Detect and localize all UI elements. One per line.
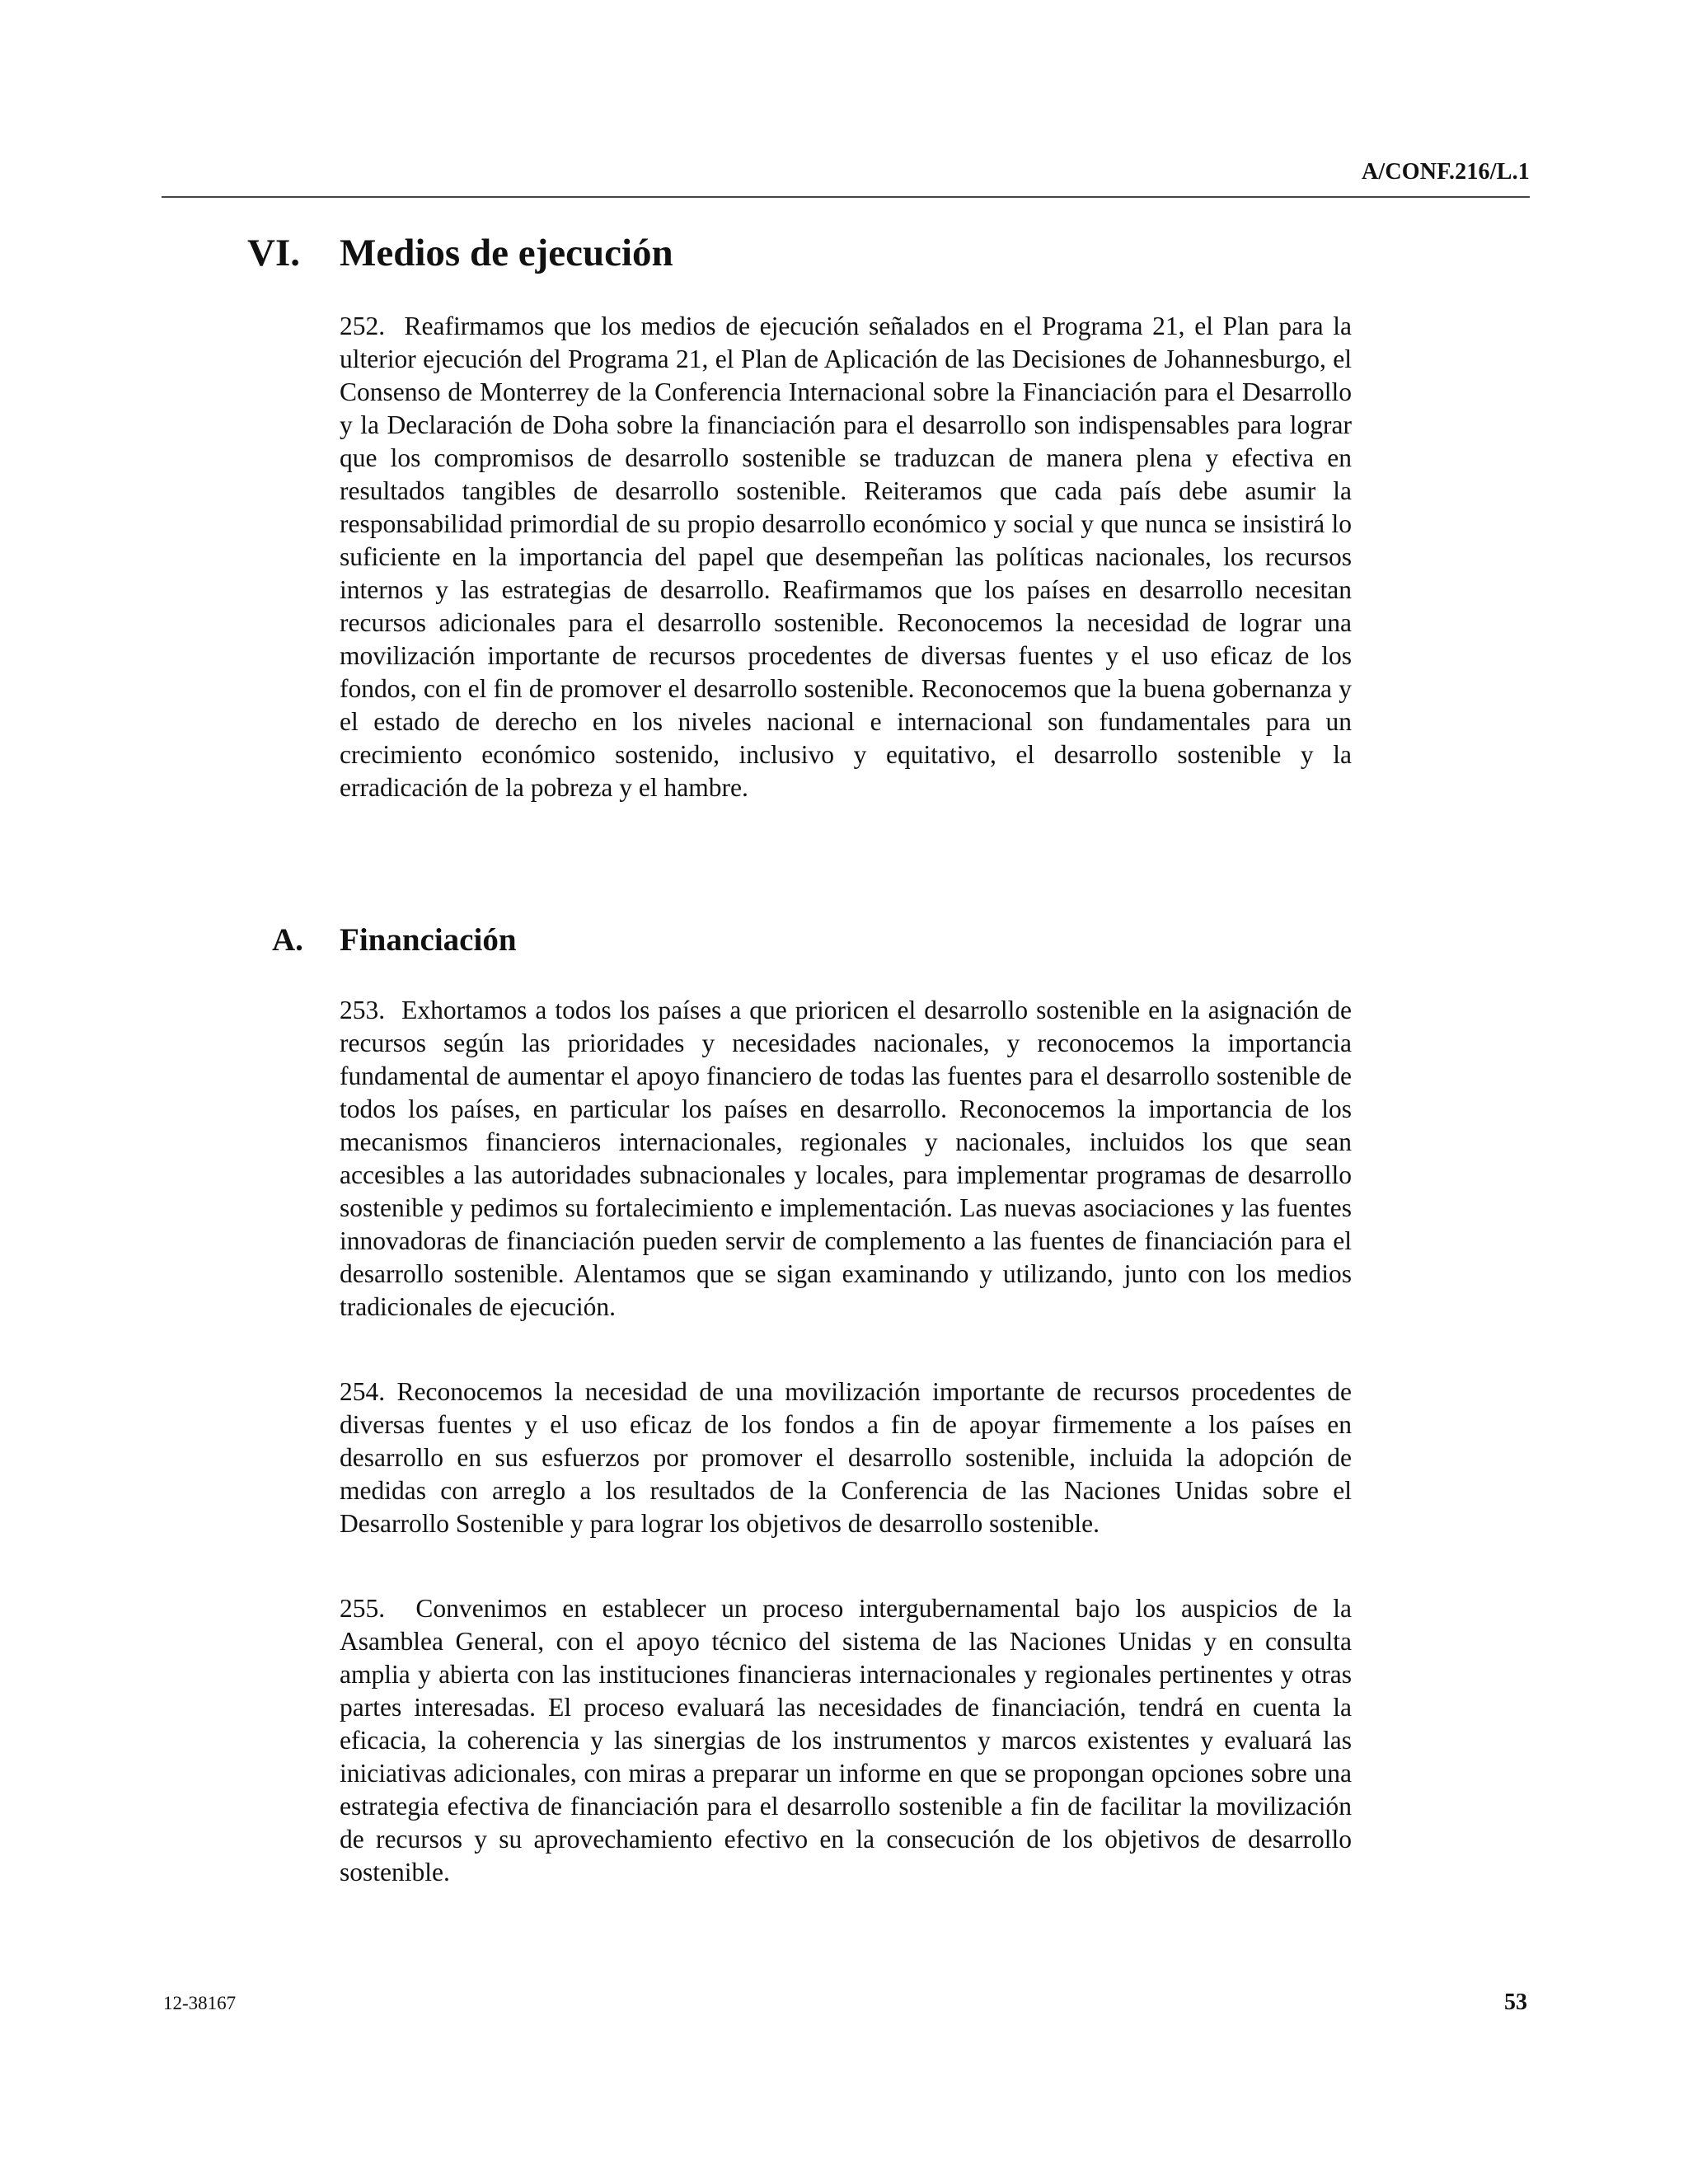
paragraph-253 [340,994,1352,1324]
paragraph-number: 253. [340,996,386,1024]
page-number: 53 [1504,1990,1527,2015]
section-title: Financiación [340,922,517,958]
paragraph-254 [340,1376,1352,1540]
chapter-title: Medios de ejecución [340,232,673,274]
section-heading [272,919,1426,962]
paragraph-text: Reconocemos la necesidad de una movilización importante de recursos procedentes de diversas fuentes y el uso eficaz de los fondos a fin de apoyar firmemente a los países en desarrollo en sus esfuerzos por promover el desarrollo sostenible, incluida la adopción de medidas con arreglo a los resultados de la Conferencia de las Naciones Unidas sobre el Desarrollo Sostenible y para lograr los objetivos de desarrollo sostenible. [340,1377,1352,1538]
paragraph-number: 255. [340,1594,386,1623]
paragraph-text: Convenimos en establecer un proceso intergubernamental bajo los auspicios de la Asamblea General, con el apoyo técnico del sistema de las Naciones Unidas y en consulta amplia y abierta con las instituciones financieras internacionales y regionales pertinentes y otras partes interesadas. El proceso evaluará las necesidades de financiación, tendrá en cuenta la eficacia, la coherencia y las sinergias de los instrumentos y marcos existentes y evaluará las iniciativas adicionales, con miras a preparar un informe en que se propongan opciones sobre una estrategia efectiva de financiación para el desarrollo sostenible a fin de facilitar la movilización de recursos y su aprovechamiento efectivo en la consecución de los objetivos de desarrollo sostenible. [340,1594,1352,1886]
paragraph-252 [340,310,1352,804]
footer-job-number: 12-38167 [163,1993,237,2013]
document-symbol: A/CONF.216/L.1 [1361,159,1530,185]
chapter-number: VI. [247,232,300,274]
chapter-heading [247,227,1401,279]
paragraph-number: 254. [340,1377,386,1406]
paragraph-255 [340,1592,1352,1889]
paragraph-number: 252. [340,312,386,340]
paragraph-text: Exhortamos a todos los países a que prioricen el desarrollo sostenible en la asignación de recursos según las prioridades y necesidades nacionales, y reconocemos la importancia fundamental de aumentar el apoyo financiero de todas las fuentes para el desarrollo sostenible de todos los países, en particular los países en desarrollo. Reconocemos la importancia de los mecanismos financieros internacionales, regionales y nacionales, incluidos los que sean accesibles a las autoridades subnacionales y locales, para implementar programas de desarrollo sostenible y pedimos su fortalecimiento e implementación. Las nuevas asociaciones y las fuentes innovadoras de financiación pueden servir de complemento a las fuentes de financiación para el desarrollo sostenible. Alentamos que se sigan examinando y utilizando, junto con los medios tradicionales de ejecución. [340,996,1353,1321]
paragraph-text: Reafirmamos que los medios de ejecución señalados en el Programa 21, el Plan para la ulterior ejecución del Programa 21, el Plan de Aplicación de las Decisiones de Johannesburgo, el Consenso de Monterrey de la Conferencia Internacional sobre la Financiación para el Desarrollo y la Declaración de Doha sobre la financiación para el desarrollo son indispensables para lograr que los compromisos de desarrollo sostenible se traduzcan de manera plena y efectiva en resultados tangibles de desarrollo sostenible. Reiteramos que cada país debe asumir la responsabilidad primordial de su propio desarrollo económico y social y que nunca se insistirá lo suficiente en la importancia del papel que desempeñan las políticas nacionales, los recursos internos y las estrategias de desarrollo. Reafirmamos que los países en desarrollo necesitan recursos adicionales para el desarrollo sostenible. Reconocemos la necesidad de lograr una movilización importante de recursos procedentes de diversas fuentes y el uso eficaz de los fondos, con el fin de promover el desarrollo sostenible. Reconocemos que la buena gobernanza y el estado de derecho en los niveles nacional e internacional son fundamentales para un crecimiento económico sostenido, inclusivo y equitativo, el desarrollo sostenible y la erradicación de la pobreza y el hambre. [340,312,1352,802]
section-letter: A. [272,922,303,958]
header-rule [162,196,1530,198]
